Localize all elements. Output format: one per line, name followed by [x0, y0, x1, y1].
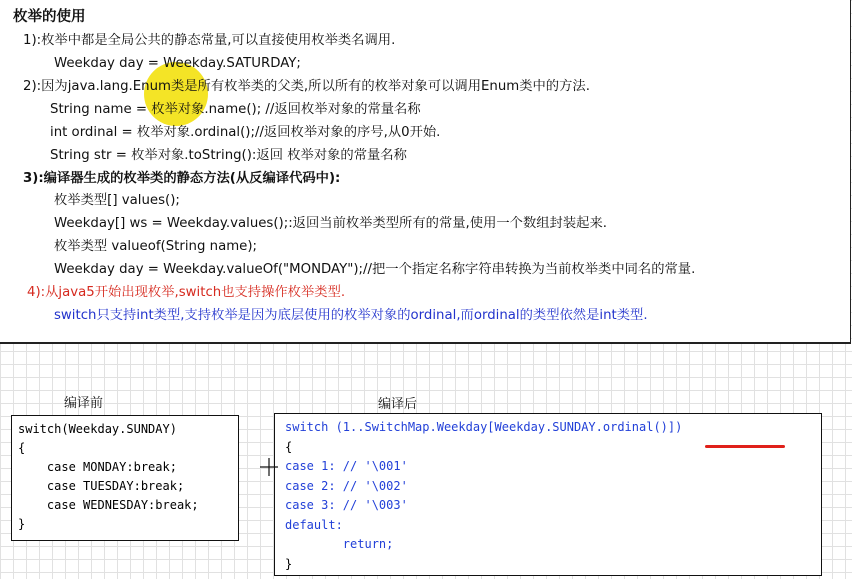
after-code-line: switch (1..SwitchMap.Weekday[Weekday.SUNDAY.ordinal()])	[285, 420, 683, 434]
before-code-line: case TUESDAY:break;	[18, 479, 185, 493]
note-line-3: 2):因为java.lang.Enum类是所有枚举类的父类,所以所有的枚举对象可以调用Enum类中的方法.	[23, 79, 590, 94]
after-code-line: return;	[285, 537, 394, 551]
note-line-5: int ordinal = 枚举对象.ordinal();//返回枚举对象的序号,从0开始.	[50, 125, 441, 140]
note-line-12: 4):从java5开始出现枚举,switch也支持操作枚举类型.	[27, 285, 346, 300]
after-label: 编译后	[378, 397, 418, 412]
note-line-10: 枚举类型 valueof(String name);	[54, 239, 258, 254]
after-code-box	[274, 413, 822, 576]
before-code-line: switch(Weekday.SUNDAY)	[18, 422, 177, 436]
after-code-line: case 3: // '\003'	[285, 498, 408, 512]
note-line-2: Weekday day = Weekday.SATURDAY;	[54, 56, 301, 71]
before-code-line: {	[18, 441, 26, 455]
before-code-box	[11, 415, 239, 541]
note-line-6: String str = 枚举对象.toString():返回 枚举对象的常量名称	[50, 148, 407, 163]
ordinal-underline	[705, 445, 785, 448]
after-code-line: {	[285, 439, 293, 454]
notes-title: 枚举的使用	[13, 9, 86, 25]
note-line-4: String name = 枚举对象.name(); //返回枚举对象的常量名称	[50, 102, 421, 117]
note-line-9: Weekday[] ws = Weekday.values();:返回当前枚举类型所有的常量,使用一个数组封装起来.	[54, 216, 607, 231]
before-label: 编译前	[64, 396, 104, 411]
note-line-11: Weekday day = Weekday.valueOf("MONDAY");//把一个指定名称字符串转换为当前枚举类中同名的常量.	[54, 262, 696, 277]
before-code-line: case WEDNESDAY:break;	[18, 498, 199, 512]
before-code-line: }	[18, 517, 26, 531]
note-line-13: switch只支持int类型,支持枚举是因为底层使用的枚举对象的ordinal,而ordinal的类型依然是int类型.	[54, 308, 648, 323]
before-code-line: case MONDAY:break;	[18, 460, 177, 474]
note-line-8: 枚举类型[] values();	[54, 193, 180, 208]
after-code-line: default:	[285, 517, 343, 532]
after-code-line: }	[285, 556, 293, 571]
after-code-line: case 1: // '\001'	[285, 459, 408, 473]
after-code-line: case 2: // '\002'	[285, 478, 408, 493]
note-line-7: 3):编译器生成的枚举类的静态方法(从反编译代码中):	[23, 171, 341, 186]
crosshair-cursor-icon	[260, 458, 278, 476]
note-line-1: 1):枚举中都是全局公共的静态常量,可以直接使用枚举类名调用.	[23, 33, 396, 48]
